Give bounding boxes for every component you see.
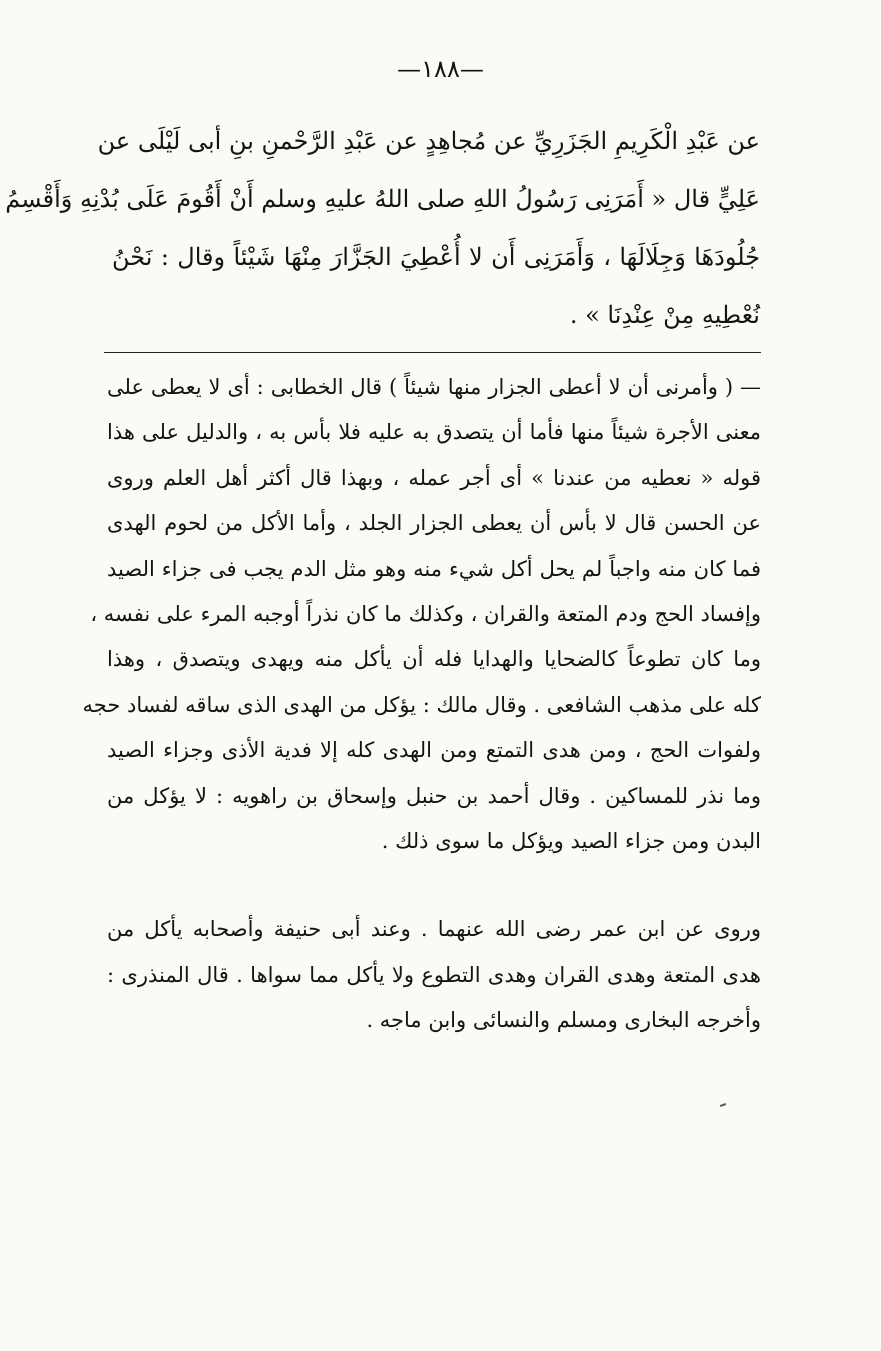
hadith-line: جُلُودَهَا وَجِلَالَهَا ، وَأَمَرَنِى أَن لا أُعْطِيَ الجَزَّارَ مِنْهَا شَيْئاً وقال : نَحْنُ <box>112 243 760 271</box>
commentary-line: وإفساد الحج ودم المتعة والقران ، وكذلك ما كان نذراً أوجبه المرء على نفسه ، <box>90 601 761 626</box>
commentary-line: معنى الأجرة شيئاً منها فأما أن يتصدق به عليه فلا بأس به ، والدليل على هذا <box>107 420 761 445</box>
commentary-line: هدى المتعة وهدى القران وهدى التطوع ولا يأكل مما سواها . قال المنذرى : <box>107 962 761 987</box>
commentary-line: البدن ومن جزاء الصيد ويؤكل ما سوى ذلك . <box>381 828 761 853</box>
commentary-line: وما كان تطوعاً كالضحايا والهدايا فله أن يأكل منه ويهدى ويتصدق ، وهذا <box>107 647 761 672</box>
commentary-line: — ( وأمرنى أن لا أعطى الجزار منها شيئاً ) قال الخطابى : أى لا يعطى على <box>107 375 761 399</box>
hadith-line: عَلِيٍّ قال « أَمَرَنِى رَسُولُ اللهِ صلى اللهُ عليهِ وسلم أَنْ أَقُومَ عَلَى بُدْنِهِ وَأَقْسِمُ <box>5 185 760 213</box>
page-number: —١٨٨— <box>397 55 484 83</box>
commentary-line: قوله « نعطيه من عندنا » أى أجر عمله ، وبهذا قال أكثر أهل العلم وروى <box>107 465 761 490</box>
print-speck <box>720 1103 726 1107</box>
commentary-text <box>82 365 761 864</box>
commentary-line: عن الحسن قال لا بأس أن يعطى الجزار الجلد ، وأما الأكل من لحوم الهدى <box>107 511 761 536</box>
commentary-line: وما نذر للمساكين . وقال أحمد بن حنبل وإسحاق بن راهويه : لا يؤكل من <box>107 783 761 808</box>
commentary-line: ولفوات الحج ، ومن هدى التمتع ومن الهدى كله إلا فدية الأذى وجزاء الصيد <box>107 738 761 763</box>
commentary-line: كله على مذهب الشافعى . وقال مالك : يؤكل من الهدى الذى ساقه لفساد حجه <box>82 692 761 717</box>
commentary-line: فما كان منه واجباً لم يحل أكل شيء منه وهو مثل الدم يجب فى جزاء الصيد <box>107 556 761 581</box>
hadith-line: نُعْطِيهِ مِنْ عِنْدِنَا » . <box>569 301 760 329</box>
hadith-line: عن عَبْدِ الْكَرِيمِ الجَزَرِيِّ عن مُجاهِدٍ عن عَبْدِ الرَّحْمنِ بنِ أبى لَيْلَى عن <box>97 127 760 155</box>
commentary-line: وروى عن ابن عمر رضى الله عنهما . وعند أبى حنيفة وأصحابه يأكل من <box>107 917 761 941</box>
hadith-text <box>5 112 760 344</box>
commentary-line: وأخرجه البخارى ومسلم والنسائى وابن ماجه . <box>366 1008 761 1033</box>
commentary-paragraph-2 <box>107 907 761 1044</box>
footnote-divider <box>104 352 761 353</box>
